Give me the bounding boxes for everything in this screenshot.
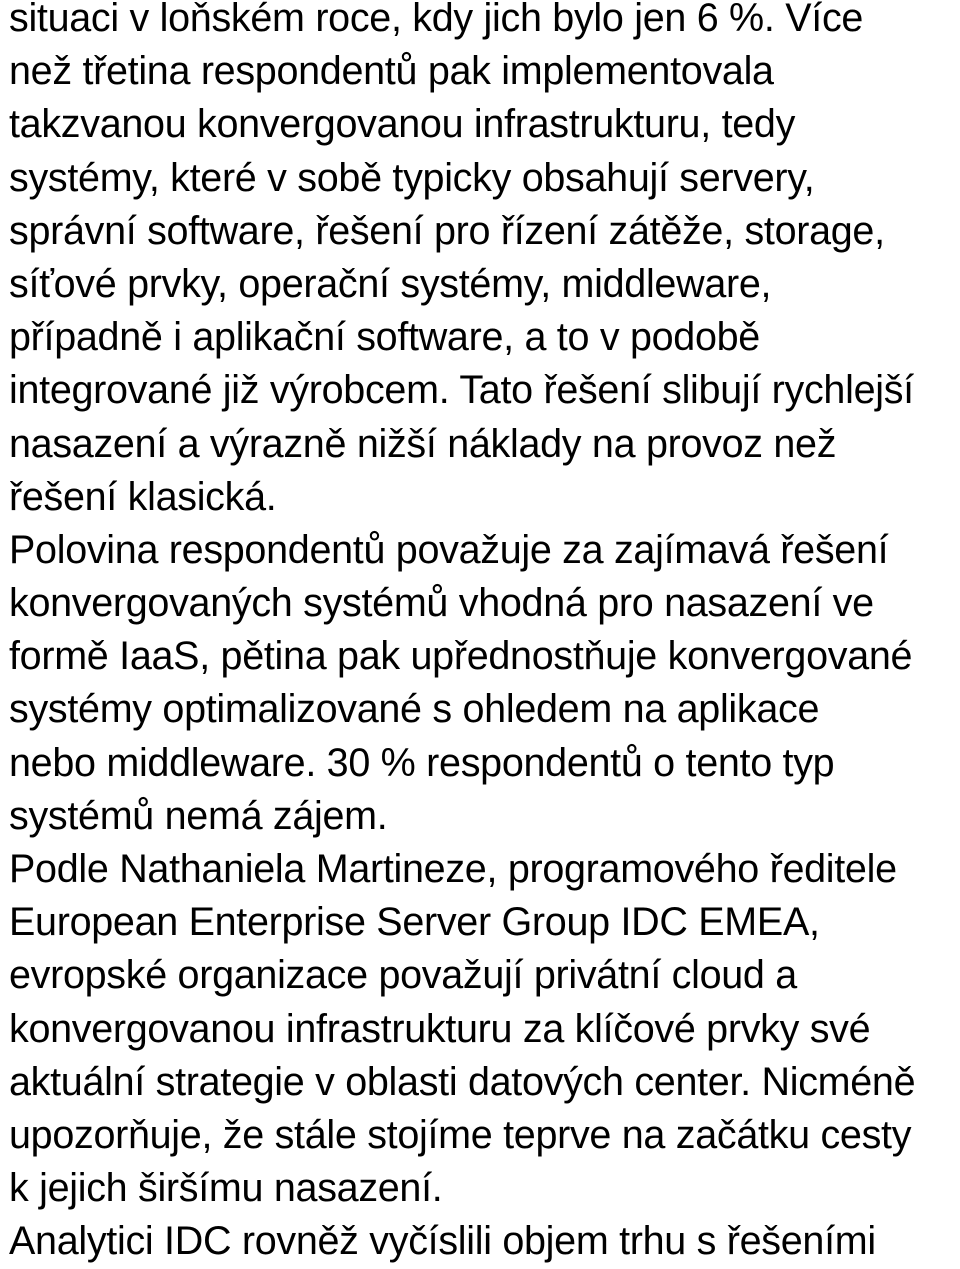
text-line: k jejich širšímu nasazení. [9,1166,443,1211]
text-line: aktuální strategie v oblasti datových center. Nicméně [9,1059,916,1104]
text-line: případně i aplikační software, a to v podobě [9,315,760,360]
text-line: situaci v loňském roce, kdy jich bylo jen 6 %. Více [9,0,864,40]
text-line: nebo middleware. 30 % respondentů o tento typ [9,740,835,785]
text-line: konvergovanou infrastrukturu za klíčové prvky své [9,1006,871,1051]
paragraph-half-of-respondents [9,524,957,843]
text-line: než třetina respondentů pak implementovala [9,49,774,94]
text-line: European Enterprise Server Group IDC EMEA, [9,900,820,945]
text-line: řešení klasická. [9,474,277,519]
text-line: evropské organizace považují privátní cloud a [9,953,797,998]
text-line: systémy, které v sobě typicky obsahují servery, [9,155,815,200]
article-text [9,0,957,1269]
paragraph-previous-year-situation [9,0,957,524]
text-line: formě IaaS, pětina pak upřednostňuje konvergované [9,634,913,679]
text-line: systémů nemá zájem. [9,793,388,838]
paragraph-martinez-quote [9,843,957,1215]
text-line: takzvanou konvergovanou infrastrukturu, tedy [9,102,796,147]
text-line: systémy optimalizované s ohledem na aplikace [9,687,820,732]
paragraph-idc-analysts [9,1215,957,1268]
text-line: upozorňuje, že stále stojíme teprve na začátku cesty [9,1112,912,1157]
text-line: Podle Nathaniela Martineze, programového ředitele [9,847,897,891]
text-line: nasazení a výrazně nižší náklady na provoz než [9,421,837,466]
text-line: síťové prvky, operační systémy, middleware, [9,261,772,306]
text-line: konvergovaných systémů vhodná pro nasazení ve [9,581,874,626]
text-line: Polovina respondentů považuje za zajímavá řešení [9,527,889,572]
text-line: Analytici IDC rovněž vyčíslili objem trhu s řešeními [9,1219,876,1264]
text-line: integrované již výrobcem. Tato řešení slibují rychlejší [9,368,914,413]
text-line: správní software, řešení pro řízení zátěže, storage, [9,208,885,253]
